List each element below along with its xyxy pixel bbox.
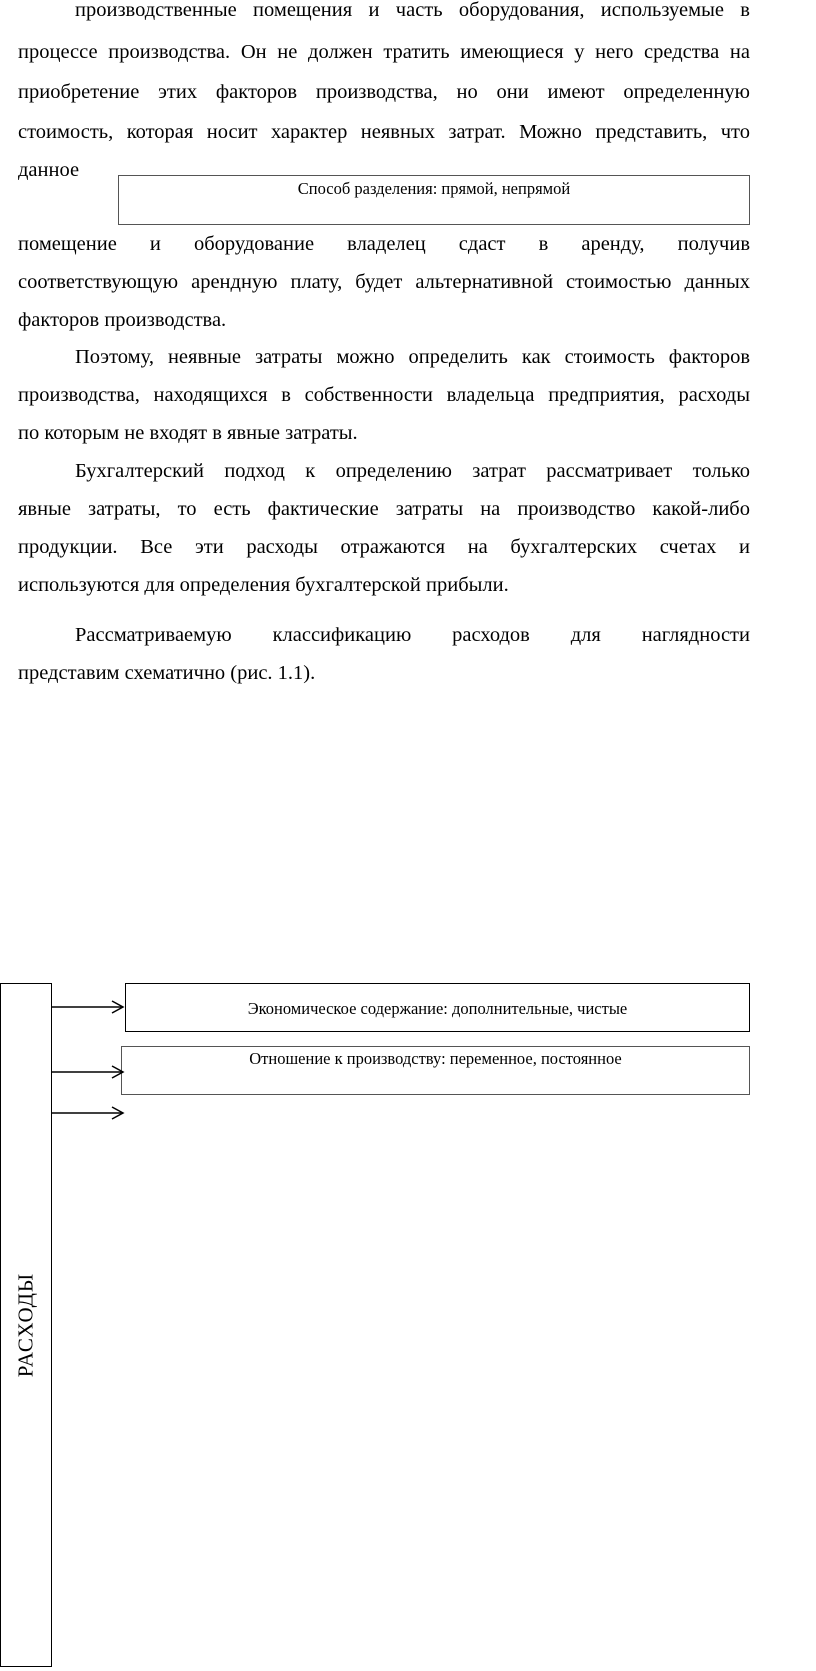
text-line: Рассматриваемую классификацию расходов для наглядности <box>75 624 750 646</box>
diagram-box-label: Экономическое содержание: дополнительные, чистые <box>247 999 628 1018</box>
text-line: помещение и оборудование владелец сдаст в аренду, получив <box>18 233 750 255</box>
diagram-root-label: РАСХОДЫ <box>13 1272 38 1378</box>
text-line: соответствующую арендную плату, будет альтернативной стоимостью данных <box>18 271 750 293</box>
text-line: приобретение этих факторов производства, но они имеют определенную <box>18 81 750 103</box>
diagram-box-label: Отношение к производству: переменное, постоянное <box>249 1049 622 1068</box>
text-line: данное <box>18 159 80 181</box>
arrow-3 <box>52 1107 123 1119</box>
text-line: представим схематично (рис. 1.1). <box>18 662 316 684</box>
text-line: используются для определения бухгалтерской прибыли. <box>18 574 509 596</box>
text-line: процессе производства. Он не должен тратить имеющиеся у него средства на <box>18 41 750 63</box>
arrow-1 <box>52 1001 123 1013</box>
text-line: явные затраты, то есть фактические затраты на производство какой-либо <box>18 498 750 520</box>
text-line: Бухгалтерский подход к определению затрат рассматривает только <box>75 460 750 482</box>
text-line: стоимость, которая носит характер неявных затрат. Можно представить, что <box>18 121 750 143</box>
text-line: производства, находящихся в собственности владельца предприятия, расходы <box>18 384 750 406</box>
arrow-2 <box>52 1066 123 1078</box>
diagram-box-label: Способ разделения: прямой, непрямой <box>297 179 571 198</box>
text-line: продукции. Все эти расходы отражаются на бухгалтерских счетах и <box>18 536 750 558</box>
text-line: производственные помещения и часть оборудования, используемые в <box>75 0 750 21</box>
text-line: Поэтому, неявные затраты можно определить как стоимость факторов <box>75 346 750 368</box>
text-line: по которым не входят в явные затраты. <box>18 422 358 444</box>
text-line: факторов производства. <box>18 309 227 331</box>
